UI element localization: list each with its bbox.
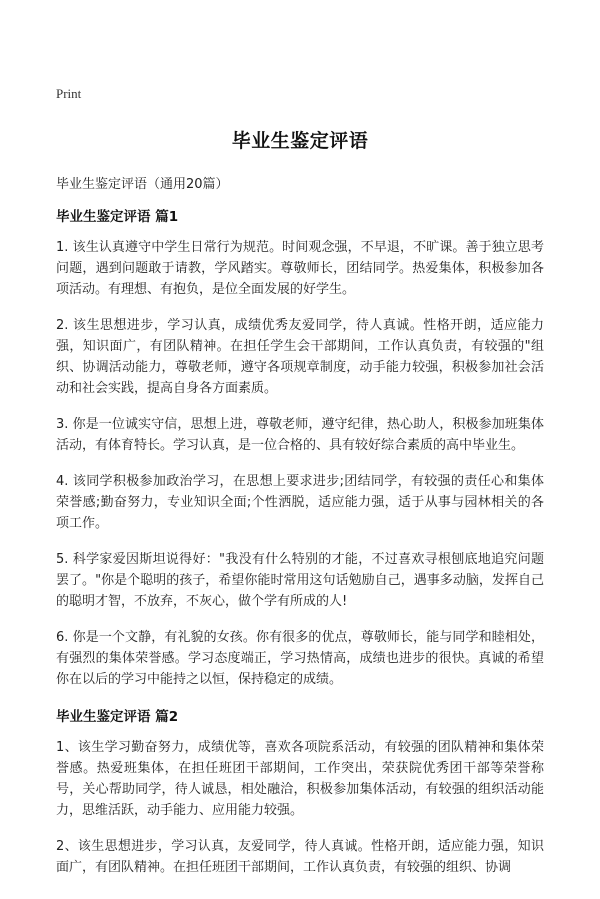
section-heading: 毕业生鉴定评语 篇1 (56, 209, 179, 225)
paragraph: 2. 该生思想进步，学习认真，成绩优秀友爱同学，待人真诚。性格开朗，适应能力强，知识面广，有团队精神。在担任学生会干部期间，工作认真负责，有较强的"组织、协调活动能力，尊敬老师，遵守各项规章制度，动手能力较强，积极参加社会活动和社会实践，提高自身各方面素质。 (56, 318, 544, 396)
paragraph: 1、该生学习勤奋努力，成绩优等，喜欢各项院系活动，有较强的团队精神和集体荣誉感。热爱班集体，在担任班团干部期间，工作突出，荣获院优秀团干部等荣誉称号，关心帮助同学，待人诚恳，相处融洽，积极参加集体活动，有较强的组织活动能力，思维活跃，动手能力、应用能力较强。 (56, 740, 544, 818)
paragraph: 5. 科学家爱因斯坦说得好："我没有什么特别的才能，不过喜欢寻根刨底地追究问题罢了。"你是个聪明的孩子，希望你能时常用这句话勉励自己，遇事多动脑，发挥自己的聪明才智，不放弃，不灰心，做个学有所成的人! (56, 552, 544, 609)
section-1 (56, 205, 544, 690)
document-subtitle: 毕业生鉴定评语（通用20篇） (56, 177, 229, 192)
paragraph: 1. 该生认真遵守中学生日常行为规范。时间观念强，不早退，不旷课。善于独立思考问题，遇到问题敢于请教，学风踏实。尊敬师长，团结同学。热爱集体，积极参加各项活动。有理想、有抱负，是位全面发展的好学生。 (56, 240, 544, 297)
paragraph: 4. 该同学积极参加政治学习，在思想上要求进步;团结同学，有较强的责任心和集体荣誉感;勤奋努力，专业知识全面;个性洒脱，适应能力强，适于从事与园林相关的各项工作。 (56, 474, 544, 531)
print-label: Print (56, 86, 82, 101)
document-title: 毕业生鉴定评语 (231, 130, 369, 152)
paragraph: 2、该生思想进步，学习认真，友爱同学，待人真诚。性格开朗，适应能力强，知识面广，有团队精神。在担任班团干部期间，工作认真负责，有较强的组织、协调 (56, 839, 544, 875)
section-2 (56, 705, 544, 878)
paragraph: 6. 你是一个文静，有礼貌的女孩。你有很多的优点，尊敬师长，能与同学和睦相处，有强烈的集体荣誉感。学习态度端正，学习热情高，成绩也进步的很快。真诚的希望你在以后的学习中能持之以恒，保持稳定的成绩。 (56, 630, 544, 687)
paragraph: 3. 你是一位诚实守信，思想上进，尊敬老师，遵守纪律，热心助人，积极参加班集体活动，有体育特长。学习认真，是一位合格的、具有较好综合素质的高中毕业生。 (56, 417, 544, 453)
section-heading: 毕业生鉴定评语 篇2 (56, 709, 179, 725)
